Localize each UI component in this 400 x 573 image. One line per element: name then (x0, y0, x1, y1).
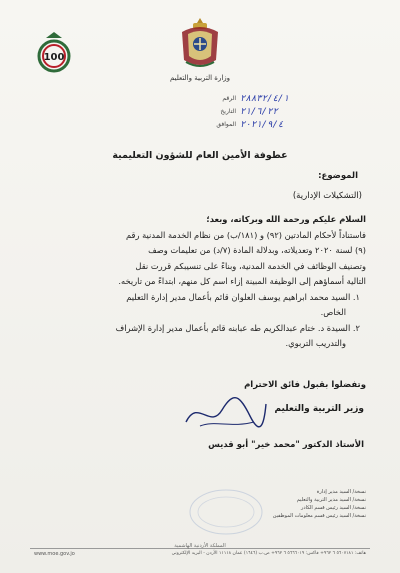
greeting: السلام عليكم ورحمة الله وبركاته، وبعد؛ (206, 214, 366, 224)
letter-body (31, 212, 366, 352)
corresponding-value: ٢٠٢١/٩/٤ (240, 119, 284, 130)
centennial-logo-icon (34, 30, 74, 76)
date-label: التاريخ (220, 108, 236, 115)
corresponding-label: الموافق (216, 121, 236, 128)
official-stamp-icon (186, 486, 266, 538)
paragraph-line: التالية أسماؤهم إلى الوظيفة المبينة إزاء اسم كل منهم، ابتداءً من تاريخه. (118, 276, 366, 286)
reference-date-row (206, 105, 356, 118)
subject-value: (التشكيلات الإدارية) (292, 191, 362, 201)
footer-website: www.moe.gov.jo (34, 551, 75, 557)
royal-crest-icon (178, 14, 222, 72)
signatory-title: وزير التربية والتعليم (274, 404, 364, 414)
addressee: عطوفة الأمين العام للشؤون التعليمية (112, 150, 288, 161)
reference-number-row (206, 92, 356, 105)
reference-corresponding-row (206, 118, 356, 131)
list-item: ١. السيد محمد ابراهيم يوسف العلوان قائم بأعمال مدير إدارة التعليم (126, 291, 360, 302)
list-item-continuation: والتدريب التربوي. (285, 338, 346, 348)
list-item: ٢. السيدة د. ختام عبدالكريم طه عبابنه قائم بأعمال مدير إدارة الإشراف (115, 322, 360, 333)
date-value: ٢١/٦/٢٢ (240, 106, 278, 117)
cc-item: نسخة/ السيد رئيس قسم معلومات الموظفين (272, 513, 366, 519)
list-item-continuation: الخاص. (320, 307, 346, 317)
number-value: ٢٨٨٣٢/٤/١ (240, 93, 289, 104)
paragraph-line: وتصنيف الوظائف في الخدمة المدنية، وبناءً على تنسيبكم قررت نقل (135, 260, 366, 271)
cc-item: نسخة/ السيد مدير التربية والتعليم (296, 497, 366, 503)
reference-block (206, 92, 356, 131)
centennial-logo-text: 100 (43, 52, 65, 63)
paragraph-line: (٩) لسنة ٢٠٢٠ وتعديلاته، وبدلالة المادة (٧/د) من تعليمات وصف (148, 245, 366, 255)
paragraph-line: فاستناداً لأحكام المادتين (٩٢) و (١٨١/ب) من نظام الخدمة المدنية رقم (125, 229, 366, 240)
subject-label: الموضوع: (318, 171, 358, 181)
signatory-name: الأستاذ الدكتور "محمد خير" أبو قديس (208, 440, 364, 450)
cc-item: نسخة/ السيد رئيس قسم الكادر (300, 505, 366, 511)
number-label: الرقم (222, 95, 236, 102)
handwritten-signature-icon (180, 392, 270, 434)
footer-contact: هاتف: ٥٦٠٧١٨١ ٦ ٩٦٢+ فاكس: ٥٦٦٦٠١٩ ٦ ٩٦٢+ ص.ب (١٦٤٦) عمان ١١١١٨ الأردن - البريد الإلكتروني (171, 551, 366, 556)
ministry-name: وزارة التربية والتعليم (169, 74, 231, 82)
closing-line: وتفضلوا بقبول فائق الاحترام (244, 380, 366, 390)
cc-item: نسخة/ السيد مدير إدارة (316, 489, 366, 495)
footer-country: المملكة الأردنية الهاشمية (174, 543, 226, 549)
